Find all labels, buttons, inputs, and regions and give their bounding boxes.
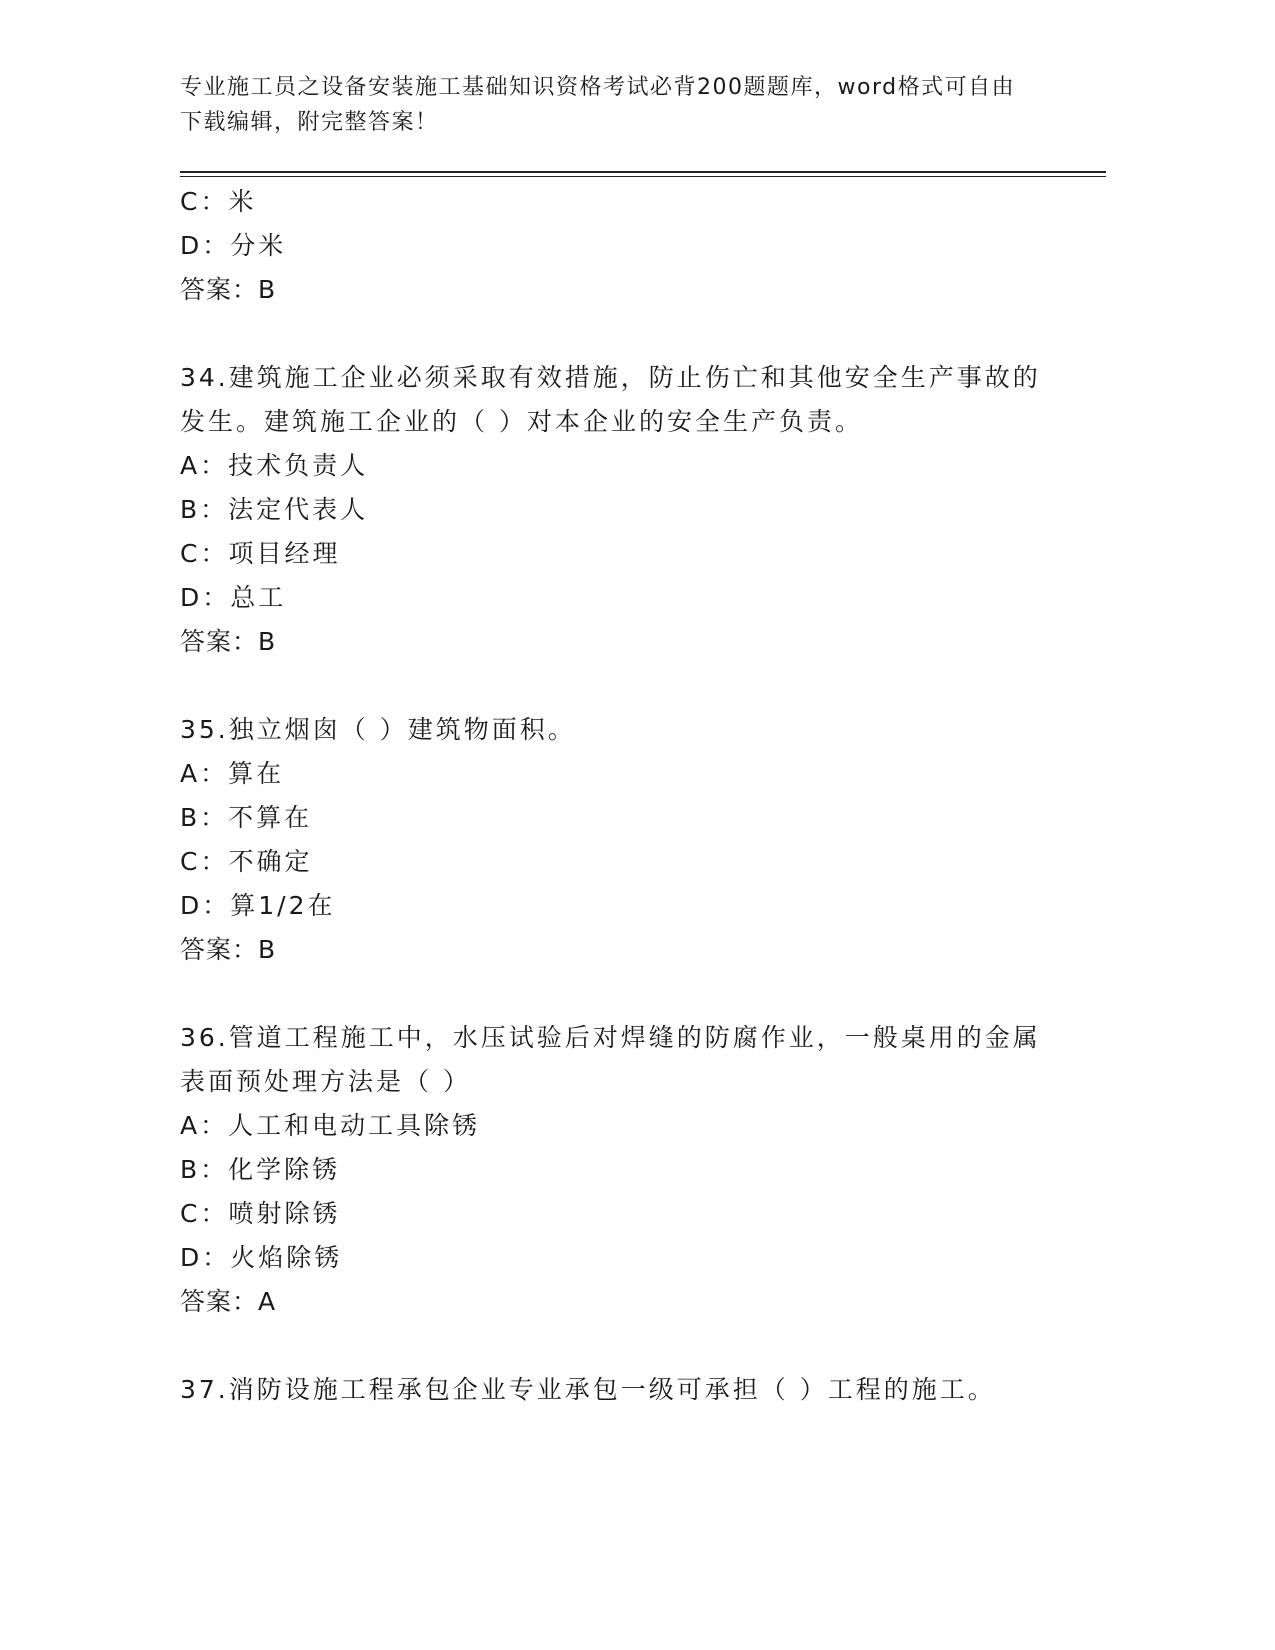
option-d: D：算1/2在 — [180, 891, 336, 920]
option-d: D：总工 — [180, 583, 287, 612]
question-35 — [180, 708, 1060, 972]
question-37 — [180, 1368, 1060, 1412]
option-d: D：分米 — [180, 231, 287, 260]
option-c: C：不确定 — [180, 847, 313, 876]
option-c: C：喷射除锈 — [180, 1199, 341, 1228]
document-body — [180, 180, 1060, 1412]
answer-line: 答案：B — [180, 627, 277, 656]
option-b: B：不算在 — [180, 803, 313, 832]
option-c: C：米 — [180, 187, 257, 216]
option-c: C：项目经理 — [180, 539, 341, 568]
option-a: A：技术负责人 — [180, 451, 369, 480]
spacer — [180, 972, 1060, 1016]
spacer — [180, 1324, 1060, 1368]
question-36 — [180, 1016, 1060, 1324]
header-line-1: 专业施工员之设备安装施工基础知识资格考试必背200题题库，word格式可自由 — [180, 75, 1016, 100]
question-text: 37.消防设施工程承包企业专业承包一级可承担（ ）工程的施工。 — [180, 1375, 996, 1404]
option-b: B：化学除锈 — [180, 1155, 341, 1184]
question-33-tail — [180, 180, 1060, 312]
header-divider-thick — [180, 171, 1106, 173]
spacer — [180, 664, 1060, 708]
header-divider-thin — [180, 176, 1106, 177]
answer-line: 答案：A — [180, 1287, 277, 1316]
document-header — [180, 70, 1060, 140]
question-text: 36.管道工程施工中，水压试验后对焊缝的防腐作业，一般桌用的金属 — [180, 1023, 1041, 1052]
spacer — [180, 312, 1060, 356]
answer-line: 答案：B — [180, 275, 277, 304]
header-line-2: 下载编辑，附完整答案！ — [180, 110, 439, 135]
option-d: D：火焰除锈 — [180, 1243, 343, 1272]
question-text: 35.独立烟囱（ ）建筑物面积。 — [180, 715, 576, 744]
option-b: B：法定代表人 — [180, 495, 369, 524]
question-34 — [180, 356, 1060, 664]
question-text-continued: 表面预处理方法是（ ） — [180, 1067, 471, 1096]
option-a: A：算在 — [180, 759, 285, 788]
answer-line: 答案：B — [180, 935, 277, 964]
question-text-continued: 发生。建筑施工企业的（ ）对本企业的安全生产负责。 — [180, 407, 863, 436]
option-a: A：人工和电动工具除锈 — [180, 1111, 481, 1140]
question-text: 34.建筑施工企业必须采取有效措施，防止伤亡和其他安全生产事故的 — [180, 363, 1041, 392]
